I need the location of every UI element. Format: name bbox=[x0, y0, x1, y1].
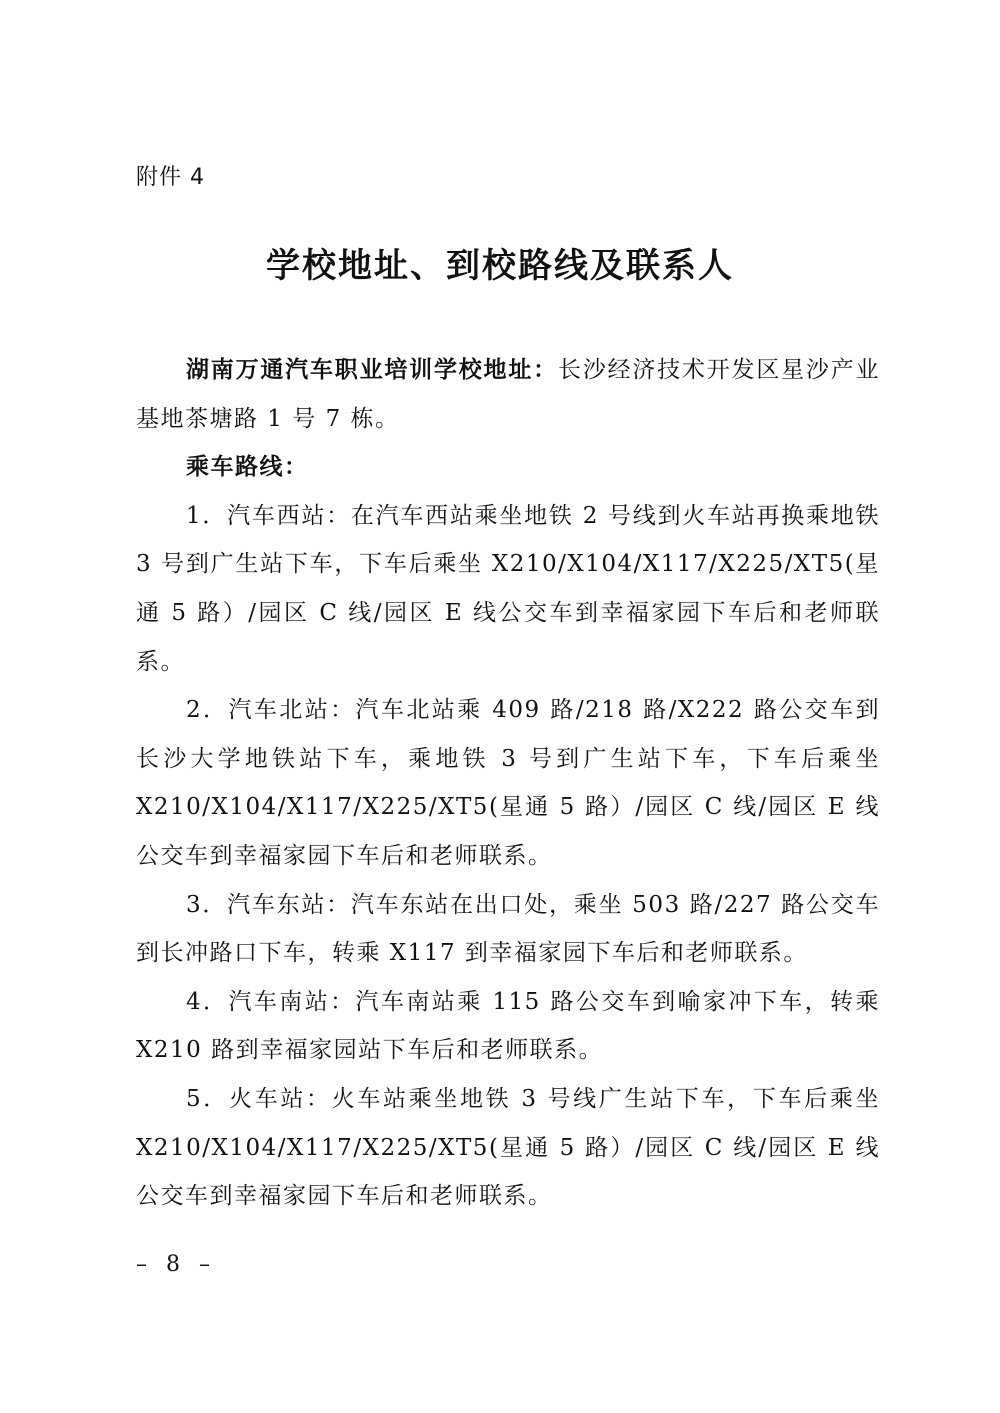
address-label: 湖南万通汽车职业培训学校地址： bbox=[186, 357, 558, 383]
page-title: 学校地址、到校路线及联系人 bbox=[266, 246, 734, 286]
route-number: 4． bbox=[186, 988, 229, 1015]
address-paragraph bbox=[136, 346, 880, 443]
page-number: – 8 – bbox=[136, 1252, 216, 1277]
document-body bbox=[136, 346, 880, 1221]
route-item bbox=[136, 686, 880, 880]
routes-heading: 乘车路线： bbox=[186, 454, 309, 481]
route-text: 汽车西站：在汽车西站乘坐地铁 2 号线到火车站再换乘地铁 3 号到广生站下车，下车后乘坐 X210/X104/X117/X225/XT5(星通 5 路）/园区 C 线/园区 E 线公交车到幸福家园下车后和老师联系。 bbox=[136, 502, 880, 675]
route-number: 2． bbox=[186, 697, 229, 724]
route-number: 3． bbox=[186, 891, 228, 918]
route-text: 火车站：火车站乘坐地铁 3 号线广生站下车，下车后乘坐 X210/X104/X117/X225/XT5(星通 5 路）/园区 C 线/园区 E 线公交车到幸福家园下车后和老师联系。 bbox=[136, 1085, 880, 1210]
address-text: 长沙经济技术开发区星沙产业基地茶塘路 1 号 7 栋。 bbox=[136, 357, 881, 432]
route-text: 汽车南站：汽车南站乘 115 路公交车到喻家冲下车，转乘 X210 路到幸福家园站下车后和老师联系。 bbox=[136, 988, 880, 1064]
route-number: 5． bbox=[186, 1085, 229, 1112]
route-text: 汽车东站：汽车东站在出口处，乘坐 503 路/227 路公交车到长冲路口下车，转乘 X117 到幸福家园下车后和老师联系。 bbox=[136, 891, 881, 967]
route-item bbox=[136, 492, 880, 686]
attachment-label: 附件 4 bbox=[136, 165, 205, 190]
routes-heading-paragraph bbox=[136, 443, 880, 492]
route-item bbox=[136, 1075, 880, 1221]
route-item bbox=[136, 978, 880, 1075]
route-item bbox=[136, 881, 880, 978]
route-text: 汽车北站：汽车北站乘 409 路/218 路/X222 路公交车到长沙大学地铁站下车，乘地铁 3 号到广生站下车，下车后乘坐 X210/X104/X117/X225/XT5(星通 5 路）/园区 C 线/园区 E 线公交车到幸福家园下车后和老师联系。 bbox=[136, 697, 880, 869]
route-number: 1． bbox=[186, 502, 228, 529]
